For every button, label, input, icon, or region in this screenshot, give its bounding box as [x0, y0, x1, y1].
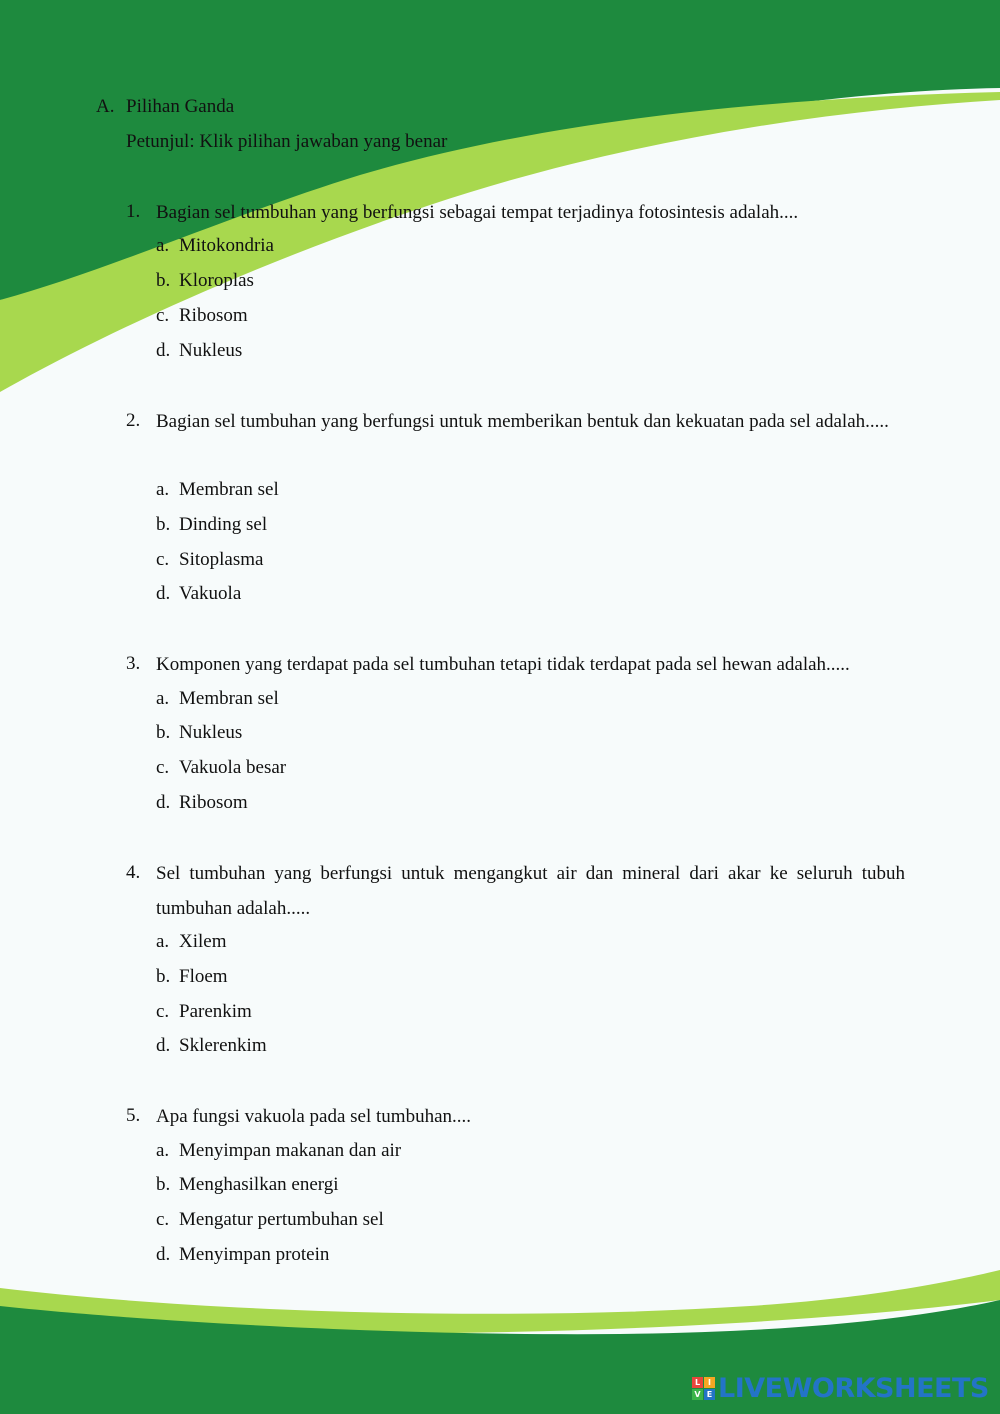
option-text: Dinding sel	[179, 514, 268, 535]
option-text: Floem	[179, 966, 228, 987]
option-text: Vakuola	[179, 583, 242, 604]
option-q5-c[interactable]	[156, 1209, 384, 1231]
instruction: Petunjul: Klik pilihan jawaban yang benar	[126, 131, 448, 152]
option-letter: c.	[156, 757, 170, 778]
option-q1-c[interactable]	[156, 305, 248, 327]
brand-name: LIVEWORKSHEETS	[718, 1373, 989, 1404]
option-text: Ribosom	[179, 792, 248, 813]
option-letter: a.	[156, 479, 170, 500]
option-text: Parenkim	[179, 1001, 252, 1022]
option-q5-a[interactable]	[156, 1140, 401, 1162]
option-q1-b[interactable]	[156, 270, 254, 292]
option-letter: c.	[156, 305, 170, 326]
option-text: Xilem	[179, 931, 227, 952]
option-letter: a.	[156, 688, 170, 709]
option-text: Menyimpan makanan dan air	[179, 1140, 402, 1161]
logo-letter-v: V	[692, 1389, 703, 1400]
option-q5-d[interactable]	[156, 1244, 329, 1266]
option-text: Mengatur pertumbuhan sel	[179, 1209, 384, 1230]
section-title: Pilihan Ganda	[126, 96, 235, 117]
option-letter: a.	[156, 235, 170, 256]
logo-letter-l: L	[692, 1377, 703, 1388]
question-text: Komponen yang terdapat pada sel tumbuhan tetapi tidak terdapat pada sel hewan adalah.....	[156, 654, 850, 675]
option-letter: c.	[156, 1001, 170, 1022]
option-q3-d[interactable]	[156, 792, 248, 814]
option-text: Sklerenkim	[179, 1035, 267, 1056]
option-letter: c.	[156, 1209, 170, 1230]
option-text: Kloroplas	[179, 270, 254, 291]
option-q4-b[interactable]	[156, 966, 228, 988]
question-text: Bagian sel tumbuhan yang berfungsi sebagai tempat terjadinya fotosintesis adalah....	[156, 202, 799, 223]
logo-letter-i: I	[704, 1377, 715, 1388]
question-text: Bagian sel tumbuhan yang berfungsi untuk memberikan bentuk dan kekuatan pada sel adalah.....	[156, 411, 889, 432]
option-letter: a.	[156, 1140, 170, 1161]
option-q5-b[interactable]	[156, 1174, 339, 1196]
option-text: Vakuola besar	[179, 757, 287, 778]
question-number: 3.	[126, 653, 141, 674]
question-text: Apa fungsi vakuola pada sel tumbuhan....	[156, 1106, 472, 1127]
option-q4-d[interactable]	[156, 1035, 267, 1057]
option-letter: b.	[156, 1174, 171, 1195]
option-letter: d.	[156, 792, 171, 813]
option-letter: b.	[156, 722, 171, 743]
option-letter: d.	[156, 1035, 171, 1056]
option-q3-a[interactable]	[156, 688, 279, 710]
option-letter: b.	[156, 270, 171, 291]
option-q2-b[interactable]	[156, 514, 267, 536]
option-text: Membran sel	[179, 479, 279, 500]
option-q2-a[interactable]	[156, 479, 279, 501]
option-q2-d[interactable]	[156, 583, 241, 605]
question-number: 2.	[126, 410, 141, 431]
option-letter: d.	[156, 340, 171, 361]
option-letter: c.	[156, 549, 170, 570]
question-number: 5.	[126, 1105, 141, 1126]
option-letter: d.	[156, 1244, 171, 1265]
option-text: Sitoplasma	[179, 549, 264, 570]
option-q3-c[interactable]	[156, 757, 286, 779]
option-letter: b.	[156, 514, 171, 535]
option-text: Nukleus	[179, 722, 243, 743]
option-q2-c[interactable]	[156, 549, 263, 571]
option-text: Nukleus	[179, 340, 243, 361]
logo-grid-icon	[692, 1377, 715, 1400]
section-label: A.	[96, 96, 115, 117]
option-letter: b.	[156, 966, 171, 987]
option-q1-a[interactable]	[156, 235, 274, 257]
question-number: 4.	[126, 862, 141, 883]
option-letter: a.	[156, 931, 170, 952]
option-q1-d[interactable]	[156, 340, 242, 362]
option-q4-a[interactable]	[156, 931, 227, 953]
question-text: Sel tumbuhan yang berfungsi untuk mengangkut air dan mineral dari akar ke seluruh tubuh tumbuhan adalah.....	[156, 863, 905, 919]
option-q4-c[interactable]	[156, 1001, 252, 1023]
option-text: Menghasilkan energi	[179, 1174, 339, 1195]
liveworksheets-logo	[692, 1375, 989, 1402]
logo-letter-e: E	[704, 1389, 715, 1400]
option-text: Mitokondria	[179, 235, 274, 256]
question-number: 1.	[126, 201, 141, 222]
option-text: Menyimpan protein	[179, 1244, 330, 1265]
option-letter: d.	[156, 583, 171, 604]
option-text: Membran sel	[179, 688, 279, 709]
option-q3-b[interactable]	[156, 722, 242, 744]
option-text: Ribosom	[179, 305, 248, 326]
